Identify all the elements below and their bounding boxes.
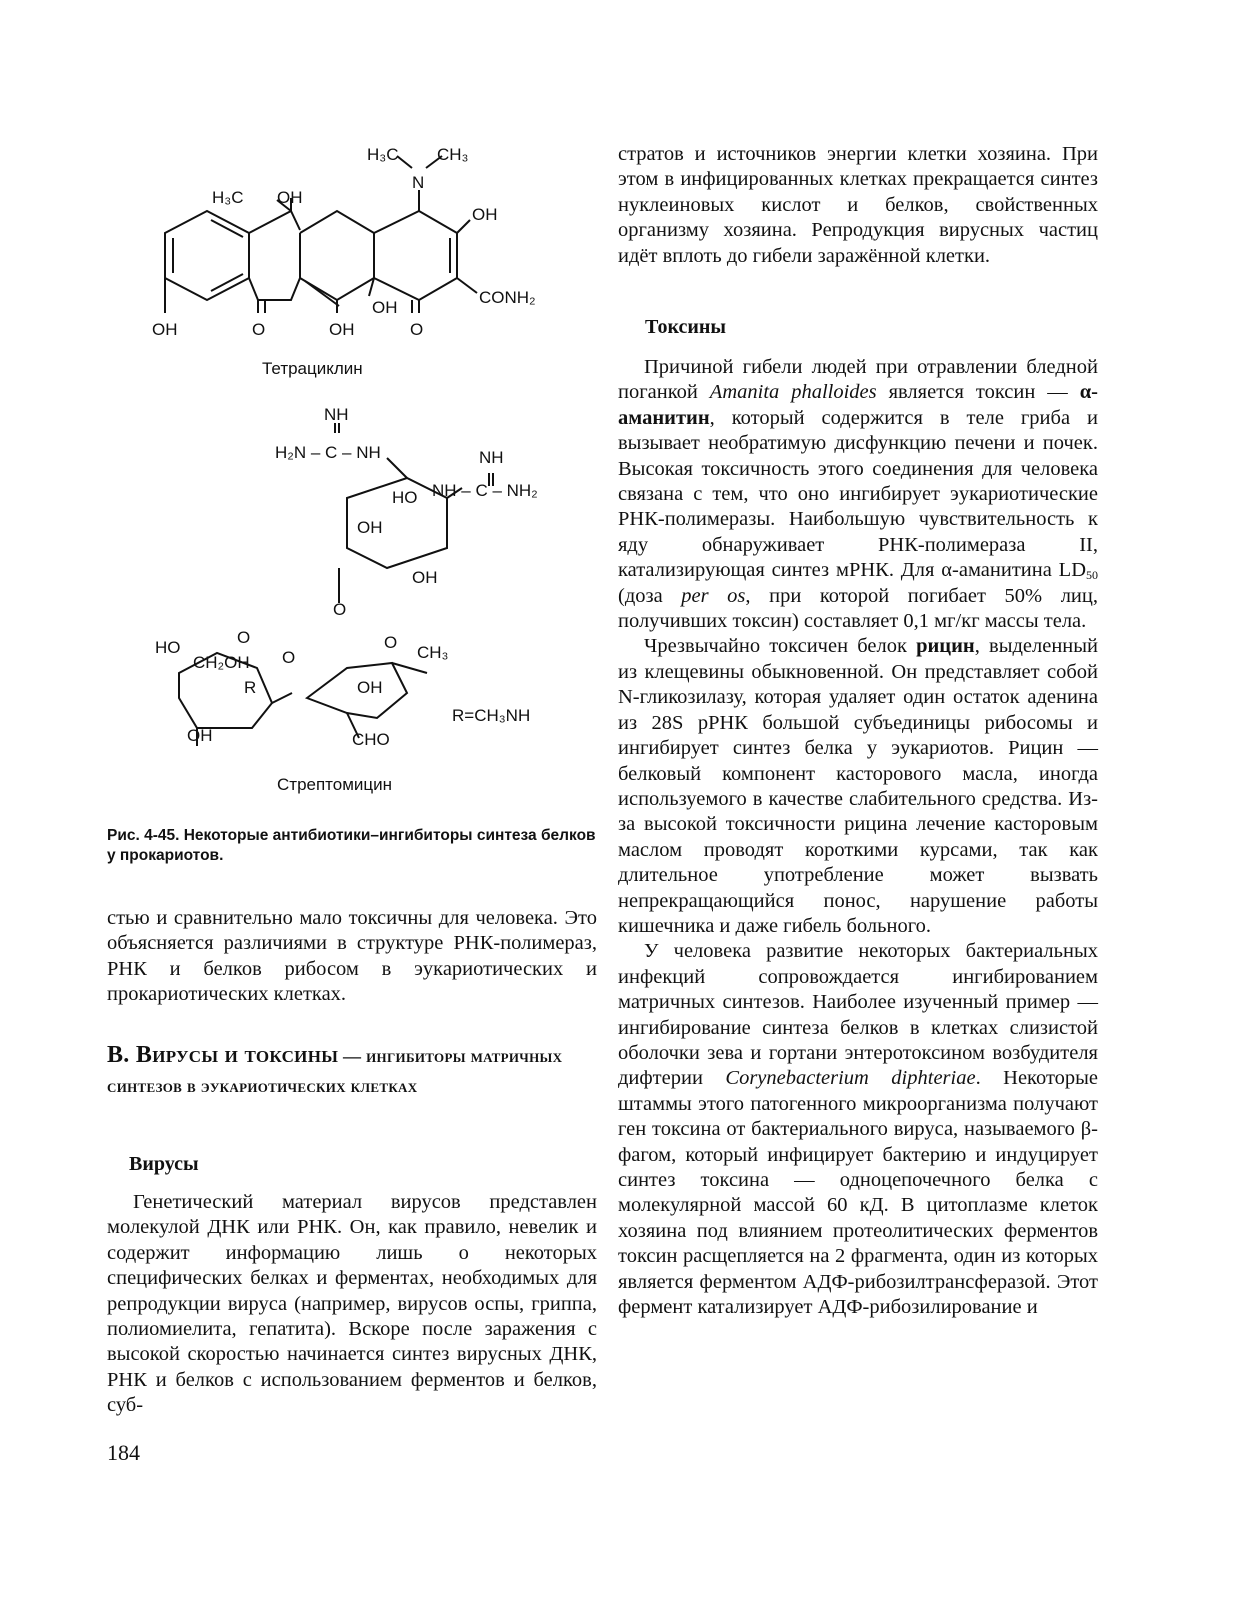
sm-ch2oh: CH₂OH xyxy=(193,653,250,672)
section-heading-main: В. Вирусы и токсины xyxy=(107,1042,339,1068)
p3-text-a: У человека развитие некоторых бактериальных инфекций сопровождается ингибированием матричных синтезов. Наиболее изученный пример — ингибирование синтеза белков в клетках слизистой оболочки зева и гортани энтеротоксином возбудителя дифтерии xyxy=(618,940,1098,1090)
sm-nh-c-nh2: NH – C – NH₂ xyxy=(432,481,538,500)
tc-oh-ring: OH xyxy=(472,205,498,224)
sm-oh-ring4: OH xyxy=(357,678,383,697)
antibiotics-figure xyxy=(107,138,597,838)
sm-oh-bottom: OH xyxy=(187,726,213,745)
toxins-section xyxy=(618,355,1098,1320)
p1-ld-subscript: 50 xyxy=(1086,568,1098,583)
streptomycin-structure xyxy=(179,423,493,746)
tc-o-b4: O xyxy=(410,320,424,339)
ricin-paragraph xyxy=(618,634,1098,939)
structures-svg xyxy=(107,138,597,838)
p1-per-os: per os xyxy=(681,584,746,607)
tetracycline-name: Тетрациклин xyxy=(262,359,363,378)
sm-r-def: R=CH₃NH xyxy=(452,706,531,725)
subheading-viruses: Вирусы xyxy=(129,1153,199,1175)
p1-text-a: Причиной гибели людей при отравлении бледной поганкой xyxy=(618,356,1098,404)
sm-oh-ring1: OH xyxy=(357,518,383,537)
p1-species-name: Amanita phalloides xyxy=(709,381,877,404)
tc-n: N xyxy=(412,173,425,192)
sm-ho-sugar: HO xyxy=(155,638,181,657)
tc-oh-12a: OH xyxy=(372,298,398,317)
sm-o-link: O xyxy=(333,600,347,619)
streptomycin-name: Стрептомицин xyxy=(277,775,393,794)
sm-o-ring3: O xyxy=(237,628,251,647)
viruses-paragraph: Генетический материал вирусов представлен молекулой ДНК или РНК. Он, как правило, невелик и содержит информацию лишь о некоторых специфических белках и ферментах, необходимых для репродукции вируса (например, вирусов оспы, гриппа, полиомиелита, гепатита). Вскоре после заражения с высокой скоростью начинается синтез вирусных ДНК, РНК и белков с использованием ферментов и белков, суб- xyxy=(107,1191,597,1417)
sm-ho-ring: HO xyxy=(392,488,418,507)
amanitin-paragraph xyxy=(618,355,1098,634)
tc-oh-b3: OH xyxy=(329,320,355,339)
p1-text-c: , который содержится в теле гриба и вызывает необратимую дисфункцию печени и почек. Высокая токсичность этого соединения для человека связана с тем, что оно ингибирует эукариотические РНК-полимеразы. Наибольшую чувствительность к яду обнаруживает РНК-полимераза II, катализирующая синтез мРНК. Для α-аманитина LD xyxy=(618,406,1098,582)
tc-h3c-left: H₃C xyxy=(212,188,244,207)
tc-o-b2: O xyxy=(252,320,266,339)
p1-text-b: является токсин — xyxy=(876,381,1080,404)
tc-oh-b1: OH xyxy=(152,320,178,339)
sm-o-bridge: O xyxy=(282,648,296,667)
subheading-toxins: Токсины xyxy=(645,316,727,338)
sm-ch3: CH₃ xyxy=(417,643,449,662)
sm-h2n-c-nh: H₂N – C – NH xyxy=(275,443,381,462)
sm-o-ring4: O xyxy=(384,633,398,652)
section-heading-rest: — ингибиторы матричных синтезов в эукариотических клетках xyxy=(107,1046,563,1096)
sm-nh-2: NH xyxy=(479,448,504,467)
p2-ricin: рицин xyxy=(916,635,975,658)
diphtheria-paragraph xyxy=(618,939,1098,1320)
tc-ch3-top: CH₃ xyxy=(437,145,469,164)
sm-nh-1: NH xyxy=(324,405,349,424)
sm-cho: CHO xyxy=(352,730,390,749)
sm-r: R xyxy=(244,678,257,697)
p1-toxin-name: α-аманитин xyxy=(618,381,1098,429)
section-heading xyxy=(107,1040,597,1101)
p3-species-name: Corynebacterium diphteriae xyxy=(725,1067,976,1090)
sm-oh-ring2: OH xyxy=(412,568,438,587)
p2-text-b: , выделенный из клещевины обыкновенной. Он представляет собой N-гликозилазу, которая удаляет один остаток аденина из 28S рРНК большой субъединицы рибосомы и ингибирует синтез белка у эукариотов. Рицин — белковый компонент касторового масла, иногда используемого в качестве слабительного средства. Из-за высокой токсичности рицина лечение касторовым маслом проводят короткими курсами, так как длительное употребление может вызвать непрекращающийся понос, нарушение работы кишечника и даже гибель больного. xyxy=(618,635,1099,937)
tc-oh-c6: OH xyxy=(277,188,303,207)
tetracycline-structure xyxy=(165,156,477,313)
p2-text-a: Чрезвычайно токсичен белок xyxy=(644,635,917,658)
tc-conh2: CONH₂ xyxy=(479,288,536,307)
tc-h3c-top: H₃C xyxy=(367,145,399,164)
left-continuation-paragraph: стью и сравнительно мало токсичны для человека. Это объясняется различиями в структуре РНК-полимераз, РНК и белков рибосом в эукариотических и прокариотических клетках. xyxy=(107,907,597,1006)
figure-area xyxy=(107,138,597,838)
figure-caption: Рис. 4-45. Некоторые антибиотики–ингибиторы синтеза белков у прокариотов. xyxy=(107,827,596,864)
p1-text-e: , при которой погибает 50% лиц, получивших токсин) составляет 0,1 мг/кг массы тела. xyxy=(618,584,1098,633)
right-continuation-paragraph: стратов и источников энергии клетки хозяина. При этом в инфицированных клетках прекращается синтез нуклеиновых кислот и белков, свойственных организму хозяина. Репродукция вирусных частиц идёт вплоть до гибели заражённой клетки. xyxy=(618,143,1098,267)
p1-text-d: (доза xyxy=(618,584,682,607)
p3-text-b: . Некоторые штаммы этого патогенного микроорганизма получают ген токсина от бактериального вируса, называемого β-фагом, который инфицирует бактерию и индуцирует синтез токсина — одноцепочечного белка с молекулярной массой 60 кД. В цитоплазме клеток хозяина под влиянием протеолитических ферментов токсин расщепляется на 2 фрагмента, один из которых является ферментом АДФ-рибозилтрансферазой. Этот фермент катализирует АДФ-рибозилирование и xyxy=(618,1067,1099,1319)
page-number: 184 xyxy=(107,1440,140,1465)
